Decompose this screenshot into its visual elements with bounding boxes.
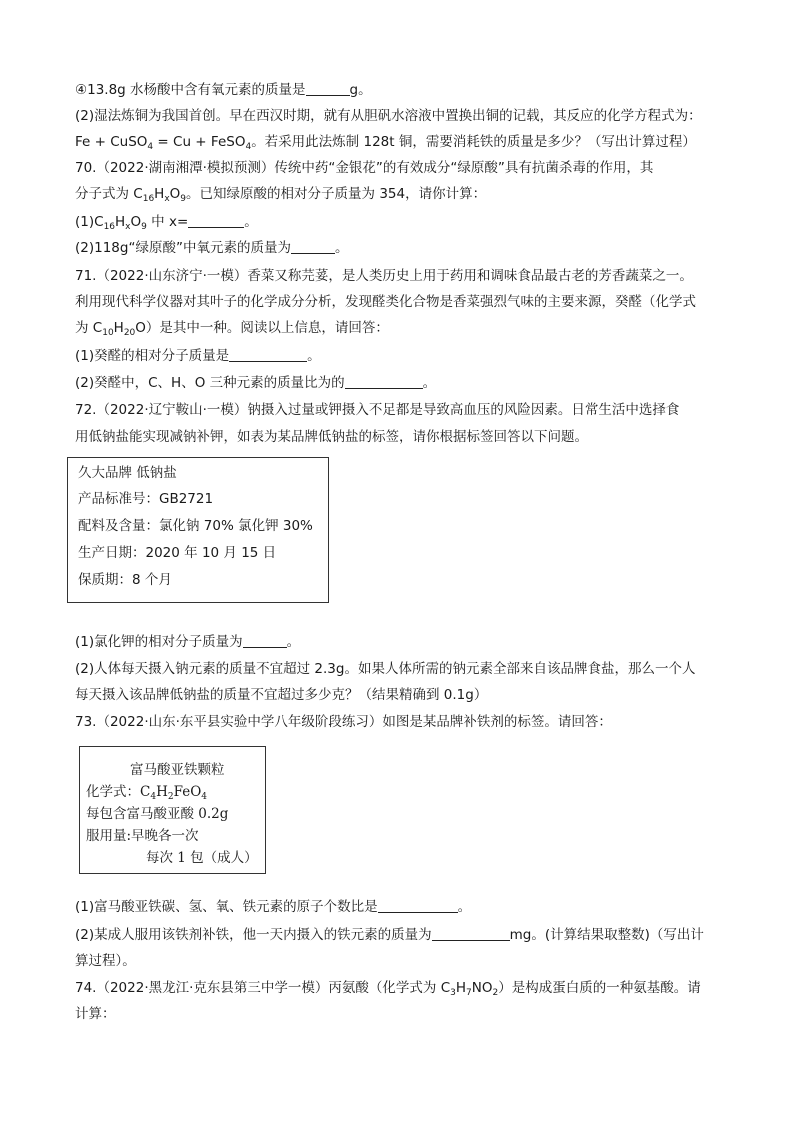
q72-part1: (1)氯化钾的相对分子质量为 。 [75,634,301,650]
q70-heading: 70.（2022·湖南湘潭·模拟预测）传统中药“金银花”的有效成分“绿原酸”具有抗菌杀毒的作用，其 [75,160,654,176]
answer-blank[interactable] [291,239,335,254]
q71-heading: 71.（2022·山东济宁·一模）香菜又称芫荽，是人类历史上用于药用和调味食品最古老的芳香蔬菜之一。 [75,268,693,284]
q73-part1: (1)富马酸亚铁碳、氢、氧、铁元素的原子个数比是 。 [75,899,472,915]
q70-part2: (2)118g“绿原酸”中氧元素的质量为 。 [75,240,349,256]
q69-part4: ④13.8g 水杨酸中含有氧元素的质量是 g。 [75,82,372,98]
answer-blank[interactable] [378,898,458,913]
iron-supplement-label [79,746,266,874]
q69-part2-line2: Fe + CuSO$_4$ = Cu + FeSO$_4$。若采用此法炼制 128t 铜，需要消耗铁的质量是多少？（写出计算过程） [75,134,696,152]
label-product-name: 富马酸亚铁颗粒 [130,762,225,778]
label-shelf-life: 保质期：8 个月 [78,572,172,588]
q70-line2: 分子式为 $C_{16}H_xO_9$。已知绿原酸的相对分子质量为 354，请你计算： [75,186,487,204]
answer-blank[interactable] [243,633,287,648]
q73-part2-line1: (2)某成人服用该铁剂补铁，他一天内摄入的铁元素的质量为 mg。(计算结果取整数)（写出计 [75,927,704,943]
answer-blank[interactable] [229,347,307,362]
low-sodium-salt-label [67,457,329,603]
q74-line2: 计算： [75,1006,116,1022]
answer-blank[interactable] [432,926,510,941]
q73-heading: 73.（2022·山东·东平县实验中学八年级阶段练习）如图是某品牌补铁剂的标签。请回答： [75,714,612,730]
q73-part2-line2: 算过程）。 [75,953,136,969]
q71-part1: (1)癸醛的相对分子质量是 。 [75,348,321,364]
q72-line2: 用低钠盐能实现减钠补钾，如表为某品牌低钠盐的标签，请你根据标签回答以下问题。 [75,429,588,445]
label-production-date: 生产日期：2020 年 10 月 15 日 [78,545,277,561]
label-standard: 产品标准号：GB2721 [78,491,214,507]
answer-blank[interactable] [306,81,350,96]
answer-blank[interactable] [188,213,244,228]
q74-heading: 74.（2022·黑龙江·克东县第三中学一模）丙氨酸（化学式为 $C_3H_7NO_2$）是构成蛋白质的一种氨基酸。请 [75,980,701,998]
label-brand: 久大品牌 低钠盐 [78,465,177,481]
q69-part2-line1: (2)湿法炼铜为我国首创。早在西汉时期，就有从胆矾水溶液中置换出铜的记载，其反应的化学方程式为： [75,108,702,124]
q70-part1: $(1)C_{16}H_xO_9$ 中 x= 。 [75,214,258,232]
label-dosage-per-time: 每次 1 包（成人） [146,850,258,866]
label-dosage: 服用量:早晚各一次 [86,828,199,844]
q72-heading: 72.（2022·辽宁鞍山·一模）钠摄入过量或钾摄入不足都是导致高血压的风险因素。日常生活中选择食 [75,402,680,418]
q72-part2-line1: (2)人体每天摄入钠元素的质量不宜超过 2.3g。如果人体所需的钠元素全部来自该品牌食盐，那么一个人 [75,661,696,677]
q71-line3: 为 $C_{10}H_{20}O$）是其中一种。阅读以上信息，请回答： [75,320,389,338]
label-formula: 化学式：$C_4H_2FeO_4$ [86,784,208,802]
answer-blank[interactable] [345,374,423,389]
q71-line2: 利用现代科学仪器对其叶子的化学成分分析，发现醛类化合物是香菜强烈气味的主要来源，癸醛（化学式 [75,294,696,310]
q71-part2: (2)癸醛中，C、H、O 三种元素的质量比为的 。 [75,375,437,391]
q72-part2-line2: 每天摄入该品牌低钠盐的质量不宜超过多少克？（结果精确到 0.1g） [75,687,488,703]
label-content: 每包含富马酸亚酸 0.2g [86,806,229,822]
label-ingredients: 配料及含量：氯化钠 70% 氯化钾 30% [78,518,313,534]
